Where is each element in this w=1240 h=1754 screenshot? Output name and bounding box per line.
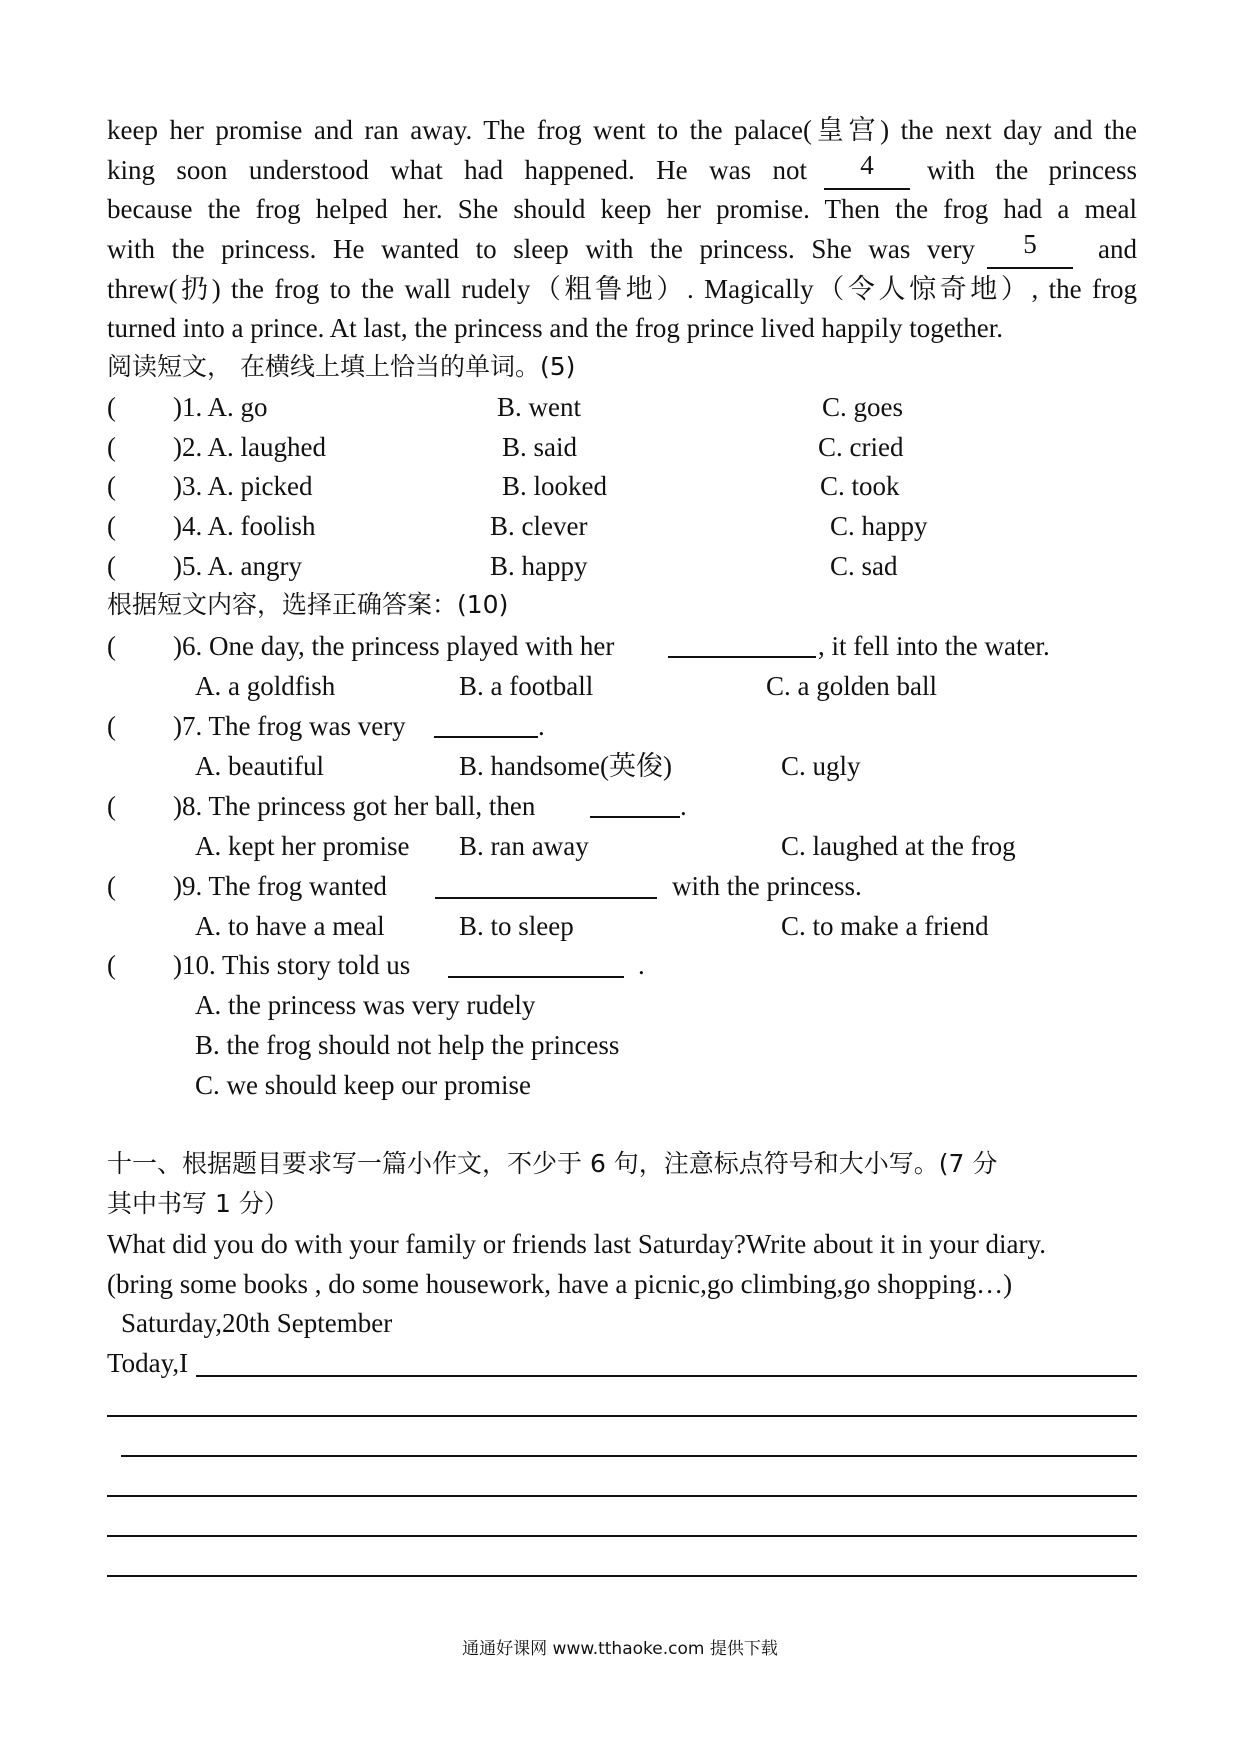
q7-option-b[interactable]: B. handsome(英俊) bbox=[459, 751, 672, 781]
passage-line-1 bbox=[107, 110, 1137, 150]
section1-title: 阅读短文， 在横线上填上恰当的单词。(5) bbox=[107, 352, 576, 381]
q10-option-c[interactable]: C. we should keep our promise bbox=[195, 1070, 531, 1100]
answer-paren[interactable]: ( bbox=[107, 432, 116, 462]
option-b[interactable]: B. said bbox=[502, 432, 578, 462]
option-c[interactable]: C. cried bbox=[818, 432, 904, 462]
option-a[interactable]: )4. A. foolish bbox=[173, 511, 316, 541]
section3-title bbox=[107, 1144, 1137, 1184]
q6-option-b[interactable]: B. a football bbox=[459, 671, 594, 701]
q10-option-a[interactable]: A. the princess was very rudely bbox=[195, 990, 536, 1020]
passage-text: because the frog helped her. She should keep her promise. Then the frog had a meal bbox=[107, 194, 1137, 224]
q8-option-c[interactable]: C. laughed at the frog bbox=[781, 831, 1016, 861]
writing-prompt: What did you do with your family or friends last Saturday?Write about it in your diary. bbox=[107, 1229, 1046, 1259]
option-c[interactable]: C. sad bbox=[830, 551, 898, 581]
passage-text: turned into a prince. At last, the princess and the frog prince lived happily together. bbox=[107, 313, 1003, 343]
answer-paren[interactable]: ( bbox=[107, 471, 116, 501]
option-a[interactable]: )3. A. picked bbox=[173, 471, 313, 501]
passage-line-4 bbox=[107, 229, 1137, 269]
q10-option-b[interactable]: B. the frog should not help the princess bbox=[195, 1030, 620, 1060]
q6-tail: , it fell into the water. bbox=[818, 631, 1050, 661]
q6-paren[interactable]: ( bbox=[107, 631, 116, 661]
section3-title-line2: 其中书写 1 分） bbox=[107, 1189, 289, 1218]
writing-line-6[interactable] bbox=[107, 1575, 1137, 1577]
diary-start: Today,I bbox=[107, 1348, 189, 1378]
q9-blank[interactable] bbox=[435, 897, 657, 899]
writing-line-3[interactable] bbox=[121, 1455, 1137, 1457]
option-a[interactable]: )2. A. laughed bbox=[173, 432, 326, 462]
q8-tail: . bbox=[680, 791, 687, 821]
option-c[interactable]: C. took bbox=[820, 471, 900, 501]
q6-stem: )6. One day, the princess played with her bbox=[173, 631, 615, 661]
q9-option-c[interactable]: C. to make a friend bbox=[781, 911, 989, 941]
answer-paren[interactable]: ( bbox=[107, 392, 116, 422]
blank-4[interactable]: 4 bbox=[824, 150, 910, 190]
option-a[interactable]: )5. A. angry bbox=[173, 551, 302, 581]
passage-text: and bbox=[1098, 234, 1137, 264]
passage-line-5 bbox=[107, 269, 1137, 309]
passage-text: with the princess bbox=[927, 155, 1137, 185]
answer-paren[interactable]: ( bbox=[107, 511, 116, 541]
option-c[interactable]: C. happy bbox=[830, 511, 928, 541]
q7-tail: . bbox=[538, 711, 545, 741]
q8-stem: )8. The princess got her ball, then bbox=[173, 791, 536, 821]
passage-text: keep her promise and ran away. The frog went to the palace(皇宫) the next day and the bbox=[107, 115, 1137, 145]
option-b[interactable]: B. clever bbox=[490, 511, 588, 541]
option-b[interactable]: B. looked bbox=[502, 471, 607, 501]
q8-option-a[interactable]: A. kept her promise bbox=[195, 831, 410, 861]
passage-text: threw(扔) the frog to the wall rudely（粗鲁地）. Magically（令人惊奇地）, the frog bbox=[107, 274, 1137, 304]
writing-hints: (bring some books , do some housework, have a picnic,go climbing,go shopping…) bbox=[107, 1269, 1013, 1299]
q10-stem: )10. This story told us bbox=[173, 950, 411, 980]
section3-title-line1: 十一、根据题目要求写一篇小作文，不少于 6 句，注意标点符号和大小写。(7 分 bbox=[107, 1149, 998, 1178]
passage-text: with the princess. He wanted to sleep with the princess. She was very bbox=[107, 234, 975, 264]
q7-option-a[interactable]: A. beautiful bbox=[195, 751, 324, 781]
q7-paren[interactable]: ( bbox=[107, 711, 116, 741]
q6-option-a[interactable]: A. a goldfish bbox=[195, 671, 336, 701]
diary-date: Saturday,20th September bbox=[121, 1308, 393, 1338]
writing-line-2[interactable] bbox=[107, 1415, 1137, 1417]
writing-line-4[interactable] bbox=[107, 1495, 1137, 1497]
q8-blank[interactable] bbox=[590, 816, 680, 818]
passage-line-3 bbox=[107, 189, 1137, 229]
answer-paren[interactable]: ( bbox=[107, 551, 116, 581]
passage-line-6 bbox=[107, 308, 1003, 348]
writing-line-1[interactable] bbox=[196, 1375, 1137, 1377]
q6-option-c[interactable]: C. a golden ball bbox=[766, 671, 937, 701]
option-b[interactable]: B. happy bbox=[490, 551, 588, 581]
q10-blank[interactable] bbox=[448, 976, 624, 978]
q9-stem: )9. The frog wanted bbox=[173, 871, 387, 901]
q8-option-b[interactable]: B. ran away bbox=[459, 831, 589, 861]
passage-line-2 bbox=[107, 150, 1137, 190]
option-a[interactable]: )1. A. go bbox=[173, 392, 268, 422]
q9-option-b[interactable]: B. to sleep bbox=[459, 911, 574, 941]
option-b[interactable]: B. went bbox=[497, 392, 581, 422]
q10-tail: . bbox=[638, 950, 645, 980]
blank-5[interactable]: 5 bbox=[987, 229, 1073, 269]
section2-title: 根据短文内容，选择正确答案：(10) bbox=[107, 590, 509, 619]
option-c[interactable]: C. goes bbox=[822, 392, 903, 422]
q7-blank[interactable] bbox=[434, 736, 538, 738]
page-footer: 通通好课网 www.tthaoke.com 提供下载 bbox=[462, 1639, 778, 1659]
q8-paren[interactable]: ( bbox=[107, 791, 116, 821]
q7-option-c[interactable]: C. ugly bbox=[781, 751, 861, 781]
q6-blank[interactable] bbox=[668, 656, 816, 658]
q7-stem: )7. The frog was very bbox=[173, 711, 406, 741]
q9-option-a[interactable]: A. to have a meal bbox=[195, 911, 385, 941]
writing-line-5[interactable] bbox=[107, 1535, 1137, 1537]
q9-paren[interactable]: ( bbox=[107, 871, 116, 901]
q10-paren[interactable]: ( bbox=[107, 950, 116, 980]
q9-tail: with the princess. bbox=[672, 871, 862, 901]
passage-text: king soon understood what had happened. He was not bbox=[107, 155, 807, 185]
